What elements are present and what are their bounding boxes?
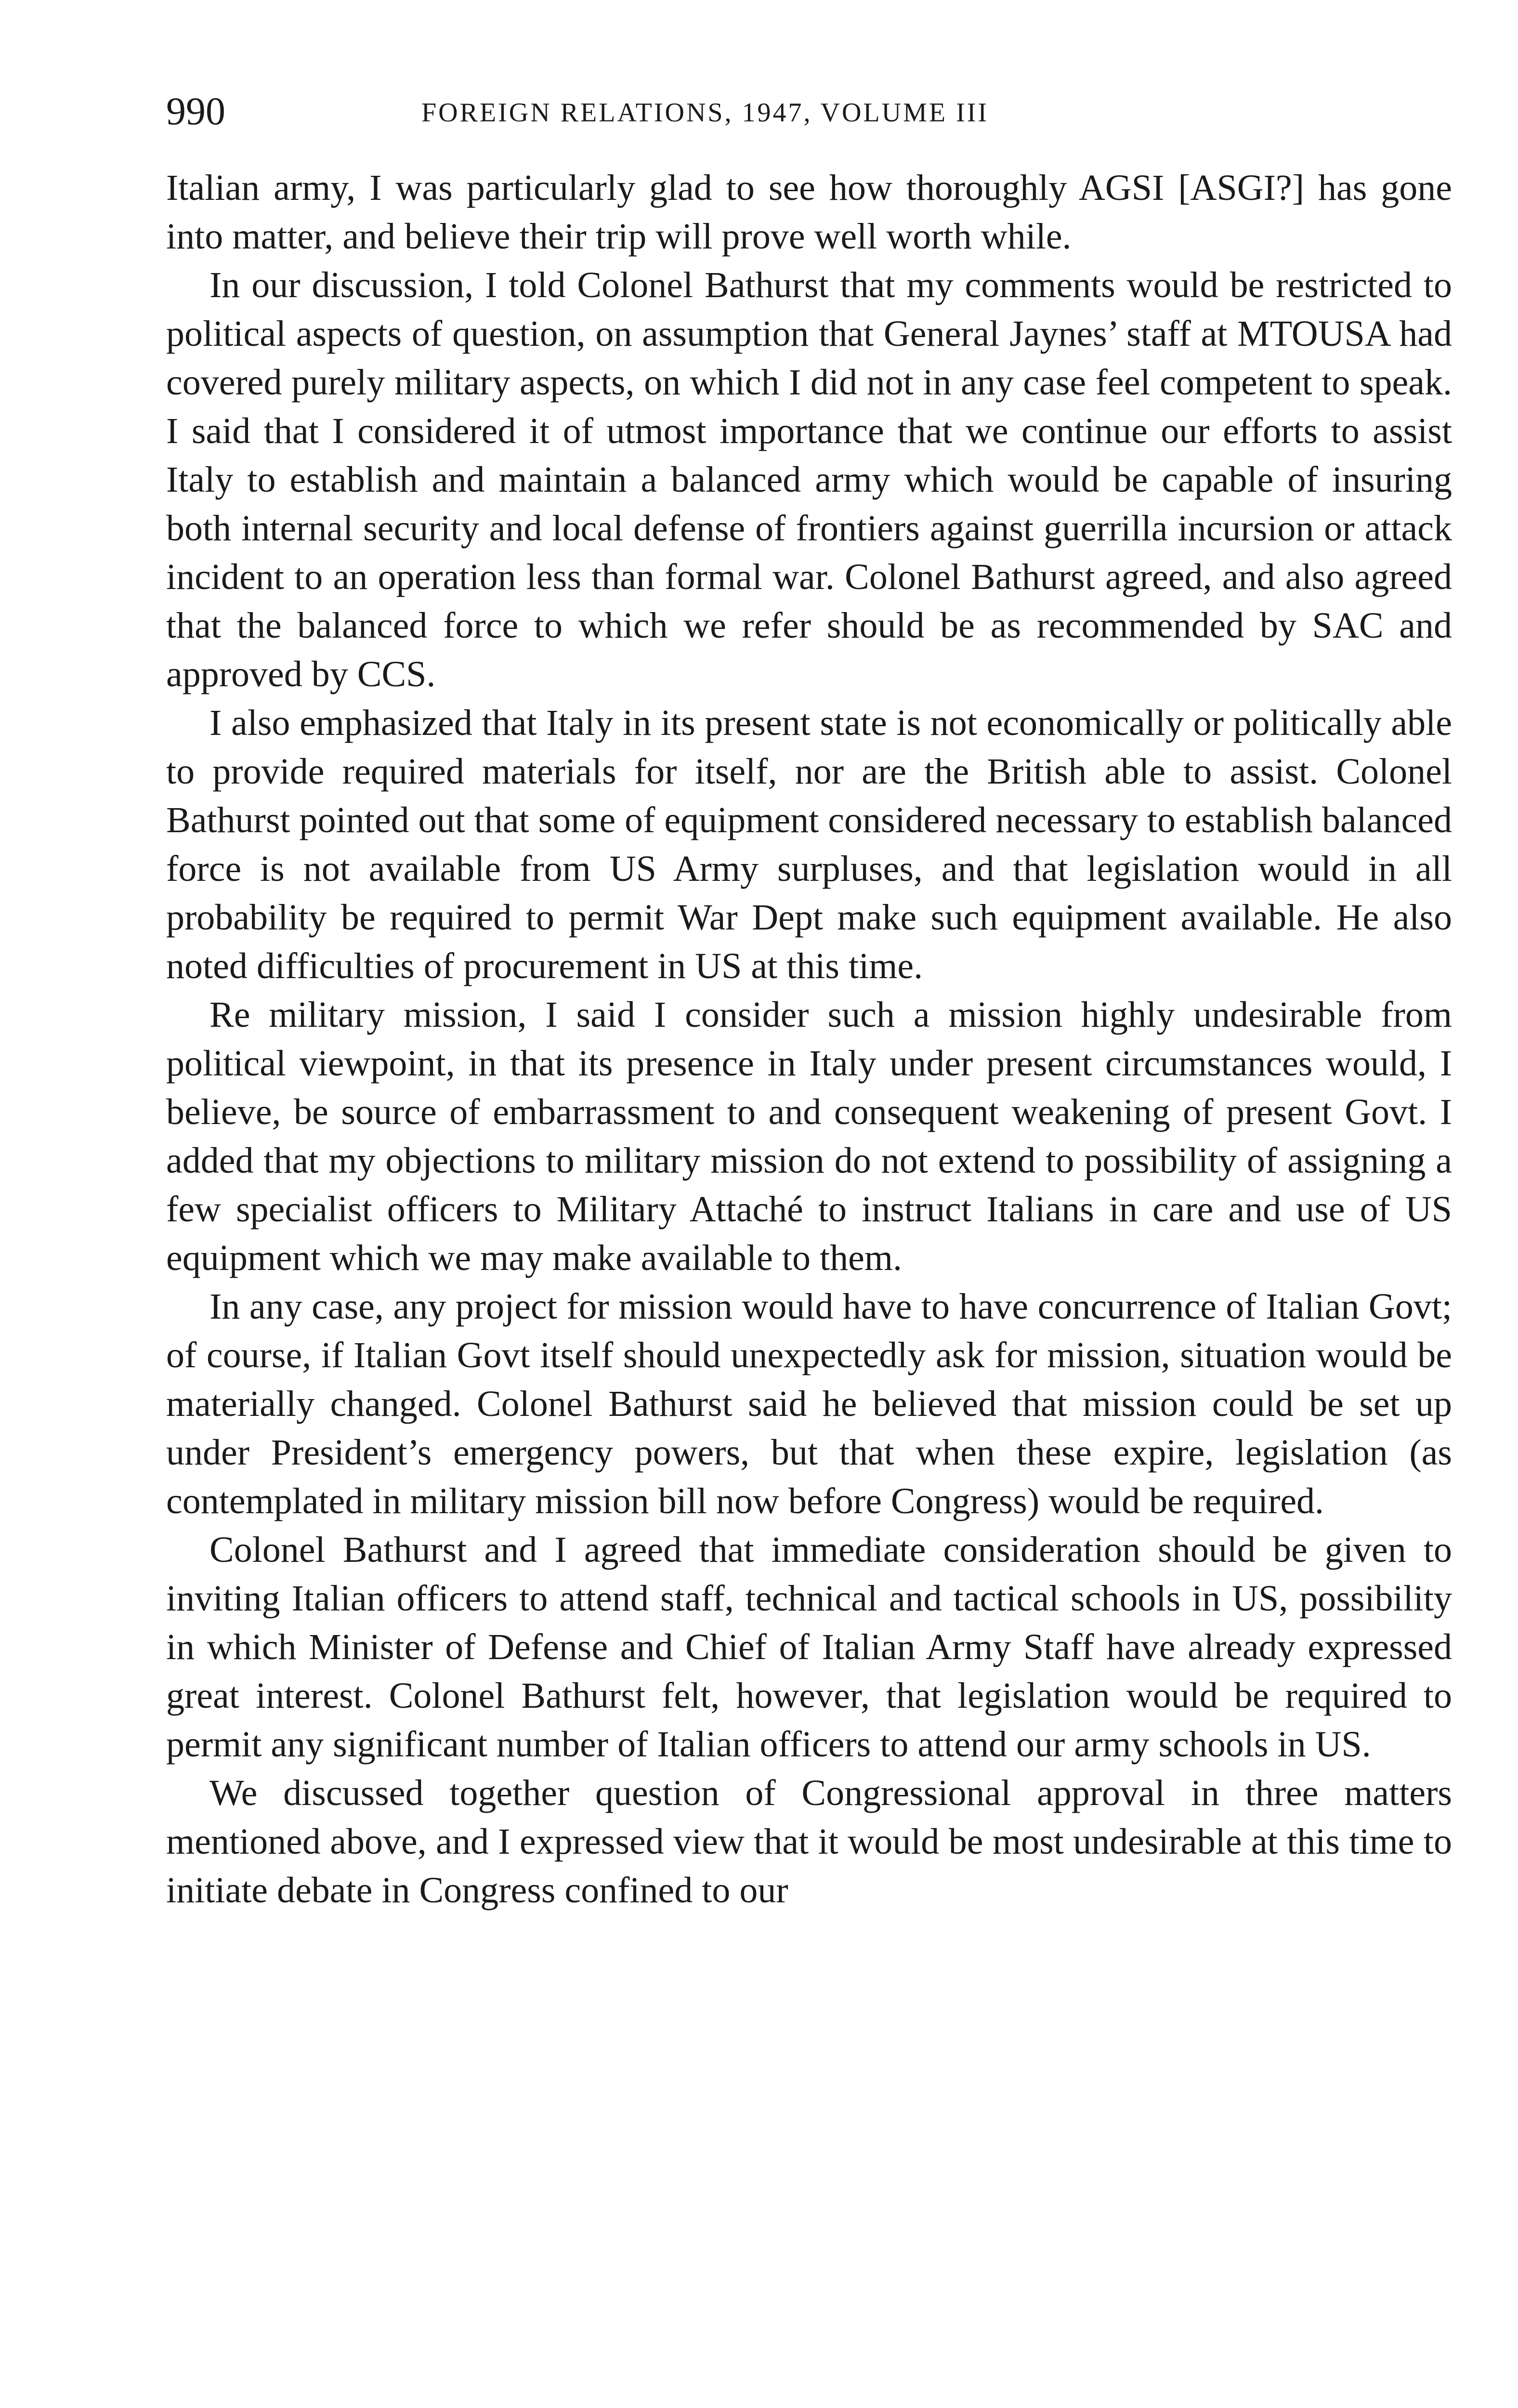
paragraph-6: Colonel Bathurst and I agreed that immediate consideration should be given to inviting Italian officers to attend staff, technical and tactical schools in US, possibility in which Minister of Defense and Chief of Italian Army Staff have already expressed great interest. Colonel Bathurst felt, however, that legislation would be required to permit any significant number of Italian officers to attend our army schools in US. [166, 1530, 1452, 1765]
page-header [166, 87, 1452, 149]
body-text [166, 164, 1452, 1915]
page-number: 990 [166, 89, 225, 133]
paragraph-4: Re military mission, I said I consider such a mission highly undesirable from political viewpoint, in that its presence in Italy under present circumstances would, I believe, be source of embarrassment to and consequent weakening of present Govt. I added that my objections to military mission do not extend to possibility of assigning a few specialist officers to Military Attaché to instruct Italians in care and use of US equipment which we may make available to them. [166, 995, 1452, 1278]
paragraph-2: In our discussion, I told Colonel Bathurst that my comments would be restricted to political aspects of question, on assumption that General Jaynes’ staff at MTOUSA had covered purely military aspects, on which I did not in any case feel competent to speak. I said that I considered it of utmost importance that we continue our efforts to assist Italy to establish and maintain a balanced army which would be capable of insuring both internal security and local defense of frontiers against guerrilla incursion or attack incident to an operation less than formal war. Colonel Bathurst agreed, and also agreed that the balanced force to which we refer should be as recommended by SAC and approved by CCS. [166, 265, 1452, 694]
paragraph-7: We discussed together question of Congressional approval in three matters mentioned above, and I expressed view that it would be most undesirable at this time to initiate debate in Congress confined to our [166, 1773, 1452, 1911]
paragraph-1: Italian army, I was particularly glad to see how thoroughly AGSI [ASGI?] has gone into matter, and believe their trip will prove well worth while. [166, 168, 1452, 257]
paragraph-3: I also emphasized that Italy in its present state is not economically or politically able to provide required materials for itself, nor are the British able to assist. Colonel Bathurst pointed out that some of equipment considered necessary to establish balanced force is not available from US Army surpluses, and that legislation would in all probability be required to permit War Dept make such equipment available. He also noted difficulties of procurement in US at this time. [166, 703, 1452, 986]
paragraph-5: In any case, any project for mission would have to have concurrence of Italian Govt; of course, if Italian Govt itself should unexpectedly ask for mission, situation would be materially changed. Colonel Bathurst said he believed that mission could be set up under President’s emergency powers, but that when these expire, legislation (as contemplated in military mission bill now before Congress) would be required. [166, 1286, 1452, 1521]
running-title: FOREIGN RELATIONS, 1947, VOLUME III [421, 98, 989, 128]
document-page [166, 87, 1452, 1915]
